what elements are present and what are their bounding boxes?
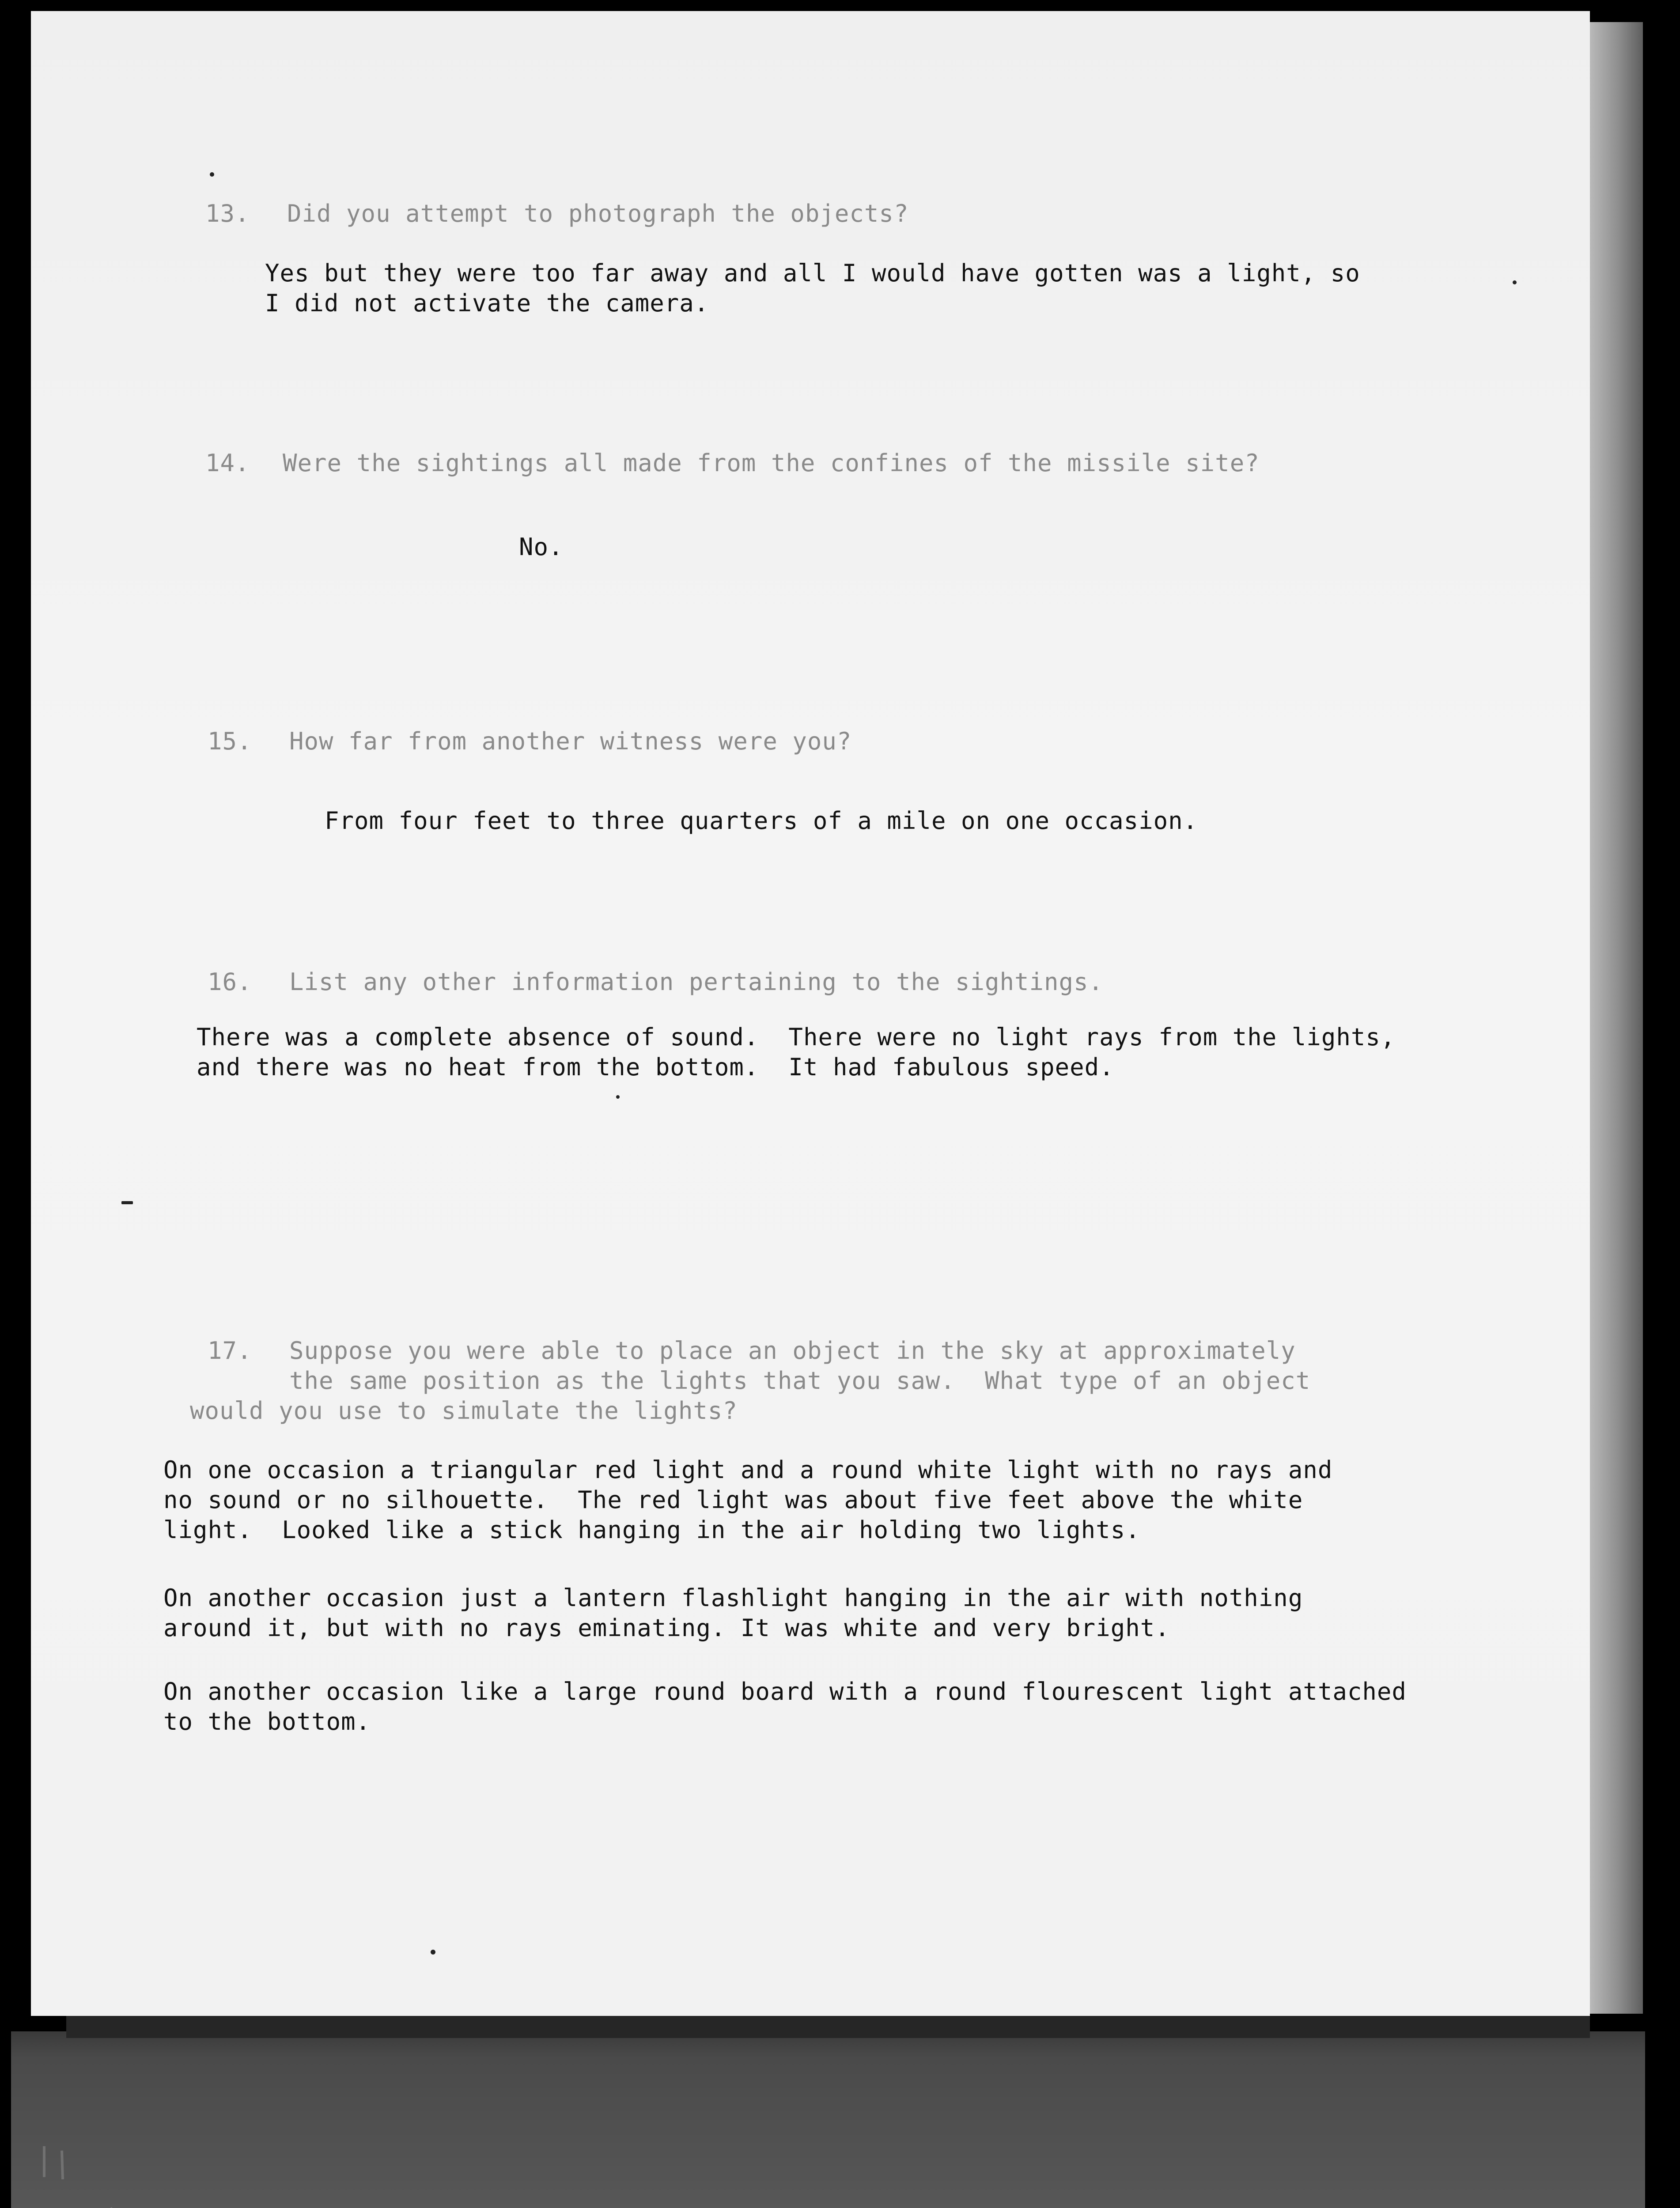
answer-line: around it, but with no rays eminating. It was white and very bright.	[163, 1614, 1170, 1642]
question-text: would you use to simulate the lights?	[190, 1397, 738, 1425]
question-text: Suppose you were able to place an object in the sky at approximately	[289, 1337, 1296, 1365]
answer-line: No.	[519, 533, 564, 561]
answer-line: and there was no heat from the bottom. It had fabulous speed.	[197, 1053, 1114, 1081]
answer-line: There was a complete absence of sound. There were no light rays from the lights,	[197, 1023, 1396, 1051]
answer-line: On another occasion just a lantern flashlight hanging in the air with nothing	[163, 1584, 1303, 1612]
question-number: 14.	[205, 449, 250, 477]
paper-speck	[616, 1095, 620, 1099]
answer-line: no sound or no silhouette. The red light was about five feet above the white	[163, 1486, 1303, 1514]
answer-line: light. Looked like a stick hanging in the air holding two lights.	[163, 1516, 1140, 1544]
scribble-marks	[26, 2137, 185, 2208]
question-number: 17.	[208, 1337, 252, 1365]
typed-page	[31, 11, 1590, 2016]
paper-speck	[210, 172, 214, 177]
question-number: 15.	[208, 727, 252, 755]
answer-line: I did not activate the camera.	[265, 289, 709, 317]
answer-line: On another occasion like a large round board with a round flourescent light attached	[163, 1678, 1407, 1705]
question-number: 16.	[208, 968, 252, 996]
paper-speck	[121, 1201, 133, 1204]
page-shadow	[66, 2014, 1590, 2038]
answer-line: On one occasion a triangular red light and a round white light with no rays and	[163, 1456, 1333, 1484]
paper-speck	[1513, 280, 1517, 284]
question-text: Were the sightings all made from the confines of the missile site?	[283, 449, 1260, 477]
paper-speck	[431, 1950, 435, 1955]
backing-board	[11, 2031, 1645, 2208]
question-text: the same position as the lights that you saw. What type of an object	[289, 1367, 1311, 1395]
question-text: Did you attempt to photograph the objects?	[287, 200, 909, 227]
question-text: List any other information pertaining to the sightings.	[289, 968, 1104, 996]
page-edge	[1590, 22, 1643, 2014]
answer-line: Yes but they were too far away and all I would have gotten was a light, so	[265, 259, 1360, 287]
question-number: 13.	[205, 200, 250, 227]
question-text: How far from another witness were you?	[289, 727, 852, 755]
answer-line: to the bottom.	[163, 1708, 371, 1735]
answer-line: From four feet to three quarters of a mile on one occasion.	[325, 807, 1198, 835]
